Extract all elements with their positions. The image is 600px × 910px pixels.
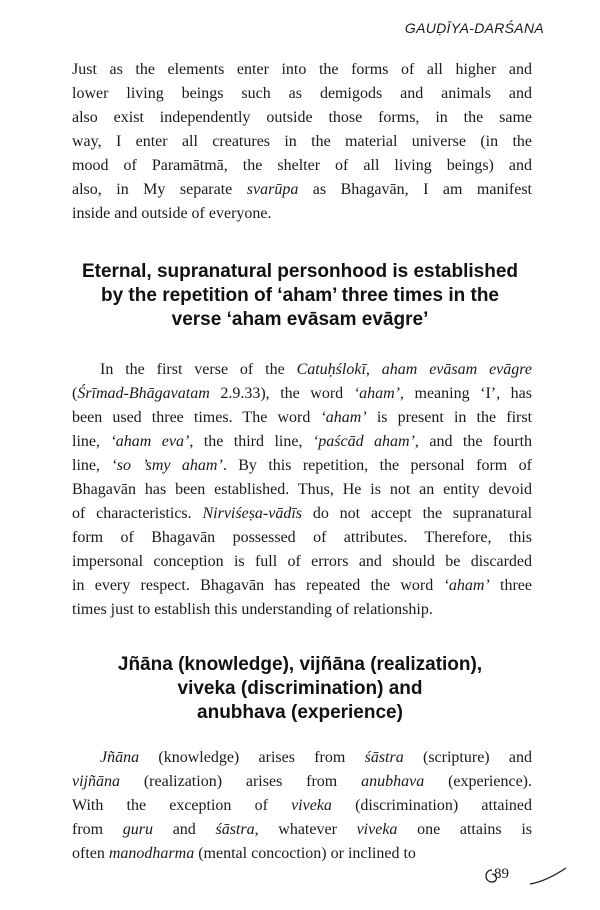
italic-term: śāstra — [215, 821, 255, 838]
text-line: times just to establish this understanding of relationship. — [72, 601, 433, 618]
page-number: 89 — [494, 866, 509, 882]
italic-term: Catuḥślokī, aham evāsam evāgre — [296, 361, 533, 378]
section-heading-jnana — [30, 653, 570, 725]
text-line: vijñāna (realization) arises from anubhava (experience). — [72, 773, 533, 790]
section-heading-personhood — [30, 260, 570, 332]
italic-term: Nirviśeṣa-vādīs — [202, 505, 303, 522]
text-line: line, ‘so ’smy aham’. By this repetition, the personal form of — [72, 457, 532, 474]
text-line: also, in My separate svarūpa as Bhagavān, I am manifest — [72, 181, 532, 198]
text-line: Just as the elements enter into the forms of all higher and — [72, 61, 532, 78]
italic-term: viveka — [291, 797, 332, 814]
italic-term: Jñāna — [100, 749, 140, 766]
heading-line: verse ‘aham evāsam evāgre’ — [171, 309, 429, 330]
text-line: inside and outside of everyone. — [72, 205, 272, 222]
text-line: With the exception of viveka (discrimination) attained — [72, 797, 532, 814]
running-head: GAUḌĪYA-DARŚANA — [404, 20, 544, 36]
text-line: often manodharma (mental concoction) or inclined to — [72, 845, 416, 862]
italic-term: manodharma — [108, 845, 195, 862]
heading-line: Eternal, supranatural personhood is established — [81, 261, 519, 282]
italic-term: ‘aham’ — [353, 385, 400, 402]
text-line: of characteristics. Nirviśeṣa-vādīs do not accept the supranatural — [72, 505, 533, 522]
paragraph-jnana — [72, 746, 532, 866]
text-line: form of Bhagavān possessed of attributes. Therefore, this — [72, 529, 532, 546]
italic-term: ‘paścād aham’ — [312, 433, 415, 450]
italic-term: svarūpa — [246, 181, 299, 198]
text-line: In the first verse of the Catuḥślokī, aham evāsam evāgre — [100, 361, 533, 378]
italic-term: anubhava — [361, 773, 425, 790]
italic-term: ‘aham eva’ — [110, 433, 190, 450]
italic-term: ‘aham’ — [320, 409, 367, 426]
heading-line: anubhava (experience) — [197, 702, 403, 723]
text-line: way, I enter all creatures in the material universe (in the — [72, 133, 532, 150]
text-line: (Śrīmad-Bhāgavatam 2.9.33), the word ‘aham’, meaning ‘I’, has — [72, 385, 533, 402]
text-line: Bhagavān has been established. Thus, He is not an entity devoid — [72, 481, 532, 498]
heading-line: viveka (discrimination) and — [177, 678, 423, 699]
text-line: also exist independently outside those forms, in the same — [72, 109, 532, 126]
italic-term: vijñāna — [72, 773, 120, 790]
italic-term: guru — [122, 821, 154, 838]
italic-term: ‘so ’smy aham’ — [111, 457, 223, 474]
text-line: from guru and śāstra, whatever viveka one attains is — [72, 821, 532, 838]
italic-term: viveka — [356, 821, 398, 838]
heading-line: by the repetition of ‘aham’ three times in the — [100, 285, 500, 306]
text-line: been used three times. The word ‘aham’ is present in the first — [72, 409, 533, 426]
text-line: lower living beings such as demigods and animals and — [72, 85, 532, 102]
paragraph-aham — [72, 358, 532, 622]
italic-term: Śrīmad-Bhāgavatam — [77, 385, 210, 402]
text-line: mood of Paramātmā, the shelter of all living beings) and — [72, 157, 532, 174]
page-footer — [480, 864, 570, 888]
text-line: impersonal conception is full of errors and should be discarded — [72, 553, 532, 570]
italic-term: śāstra — [364, 749, 404, 766]
paragraph-opening — [72, 58, 532, 226]
text-line: in every respect. Bhagavān has repeated the word ‘aham’ three — [72, 577, 532, 594]
text-line: Jñāna (knowledge) arises from śāstra (scripture) and — [100, 749, 532, 766]
italic-term: ‘aham’ — [443, 577, 490, 594]
heading-line: Jñāna (knowledge), vijñāna (realization), — [117, 654, 483, 675]
text-line: line, ‘aham eva’, the third line, ‘paścād aham’, and the fourth — [72, 433, 533, 450]
